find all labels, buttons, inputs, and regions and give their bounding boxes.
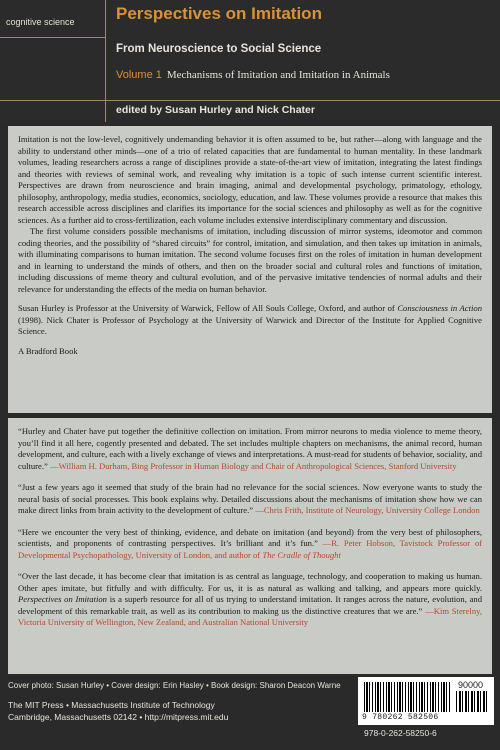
editors-line: edited by Susan Hurley and Nick Chater [116,104,315,116]
barcode-addon-number: 90000 [458,680,484,690]
isbn: 978-0-262-58250-6 [364,728,437,738]
imprint-label: A Bradford Book [18,345,78,356]
quote-text-book: Perspectives on Imitation [18,594,107,604]
volume-line [116,69,390,81]
description-panel [8,126,492,413]
quote-text: “Here we encounter the very best of thinking, evidence, and debate on imitation (and beyond) from the very best of philosophers, scientists, and proponents of contrasting perspectives. It’s brilliant and it’s fun.” [18,526,482,548]
quote-hobson [18,527,482,562]
quote-text: “Just a few years ago it seemed that study of the brain had no relevance for the social sciences. Now everyone wants to study the neural basis of social processes. This book explains why. Detailed discussions about the mechanisms of imitation show how we can make direct links from brain activity to the development of culture.” [18,482,482,515]
quote-attribution-book: The Cradle of Thought [262,549,341,560]
quote-durham [18,426,482,472]
book-subtitle: From Neuroscience to Social Science [116,43,322,55]
quote-attribution: —Chris Frith, Institute of Neurology, University College London [255,505,480,515]
cover-header [0,0,500,122]
series-label: cognitive science [6,17,75,27]
quote-text: “Hurley and Chater have put together the definitive collection on imitation. From mirror neurons to media violence to meme theory, you’ll find it all here, cogently presented and debated. The set includes multiple chapters on mechanisms, the animal record, human development, and culture, each with a lively exchange of views and interpretations. A must-read for students of behavior, sociality, and culture.” [18,426,482,471]
quote-text-part-1: “Over the last decade, it has become clear that imitation is as central as language, technology, and cooperation to making us human. Other apes imitate, but fitfully and with difficulty. For us, it is as natural as walking and talking, and appears more quickly. [18,571,482,593]
volume-title: Mechanisms of Imitation and Imitation in Animals [166,69,390,81]
quote-attribution: —R. Peter Hobson, Tavistock Professor of Developmental Psychopathology, University of London, and author of [18,538,482,560]
volume-number: Volume 1 [116,69,162,81]
quote-frith [18,482,482,517]
barcode-addon-bars [456,691,488,712]
author-bio [18,303,482,338]
publisher-line-1: The MIT Press • Massachusetts Institute of Technology [8,700,215,710]
publisher-line-2: Cambridge, Massachusetts 02142 • http://mitpress.mit.edu [8,712,229,722]
book-title: Perspectives on Imitation [116,4,322,23]
vertical-rule [105,0,106,122]
series-tag [0,0,106,38]
design-credits: Cover photo: Susan Hurley • Cover design: Erin Hasley • Book design: Sharon Deacon Warne [8,681,341,690]
author-bio-book: Consciousness in Action [397,303,482,313]
quotes-panel [8,418,492,674]
quote-text-part-2: is a superb resource for all of us trying to understand imitation. It ranges across the nature, evolution, and development of this remarkable trait, as well as its contribution to making us the distinctive creatures that we are.” [18,594,482,616]
description-paragraph-1: Imitation is not the low-level, cognitively undemanding behavior it is often assumed to be, but rather—along with language and the ability to understand other minds—one of a trio of related capacities that are fundamental to human mentality. In these landmark volumes, leading researchers across a range of disciplines provide a state-of-the-art view of imitation, integrating the latest findings and theories with reviews of seminal work, and revealing why imitation is a topic of such intense current scientific interest. Perspectives are drawn from neuroscience and brain imaging, animal and developmental psychology, primatology, ethology, philosophy, anthropology, media studies, economics, sociology, education, and law. These volumes provide a resource that makes this research accessible across disciplines and clarifies its importance for the social sciences and philosophy as well as for the cognitive sciences. As a further aid to cross-fertilization, each volume includes extensive interdisciplinary commentary and discussion. [18,134,482,225]
horizontal-rule [0,100,500,101]
barcode [358,677,494,725]
description-paragraph-2: The first volume considers possible mechanisms of imitation, including discussion of mirror systems, ideomotor and common coding theories, and the possibility of “shared circuits” for control, imitation, and simulation, and then takes up imitation in animals, with illuminating comparisons to human imitation. The second volume focuses first on the roles of imitation in human development and in learning to understand the minds of others, and then on the broader social and cultural roles and functions of imitation, including discussions of meme theory and cultural evolution, and of the pervasive imitative tendencies of normal adults and their relevance for understanding the effects of the media on human behavior. [18,226,482,294]
quote-attribution: —Kim Sterelny, Victoria University of Wellington, New Zealand, and Australian National University [18,605,483,627]
quote-sterelny [18,571,482,629]
quote-attribution: —William H. Durham, Bing Professor in Human Biology and Chair of Anthropological Sciences, Stanford University [49,460,457,471]
barcode-bars [364,682,450,712]
author-bio-part-1: Susan Hurley is Professor at the University of Warwick, Fellow of All Souls College, Oxford, and author of [18,303,398,313]
author-bio-part-2: (1998). Nick Chater is Professor of Psychology at the University of Warwick and Director of the Institute for Applied Cognitive Science. [18,314,482,336]
barcode-number: 9 780262 582506 [362,713,439,722]
